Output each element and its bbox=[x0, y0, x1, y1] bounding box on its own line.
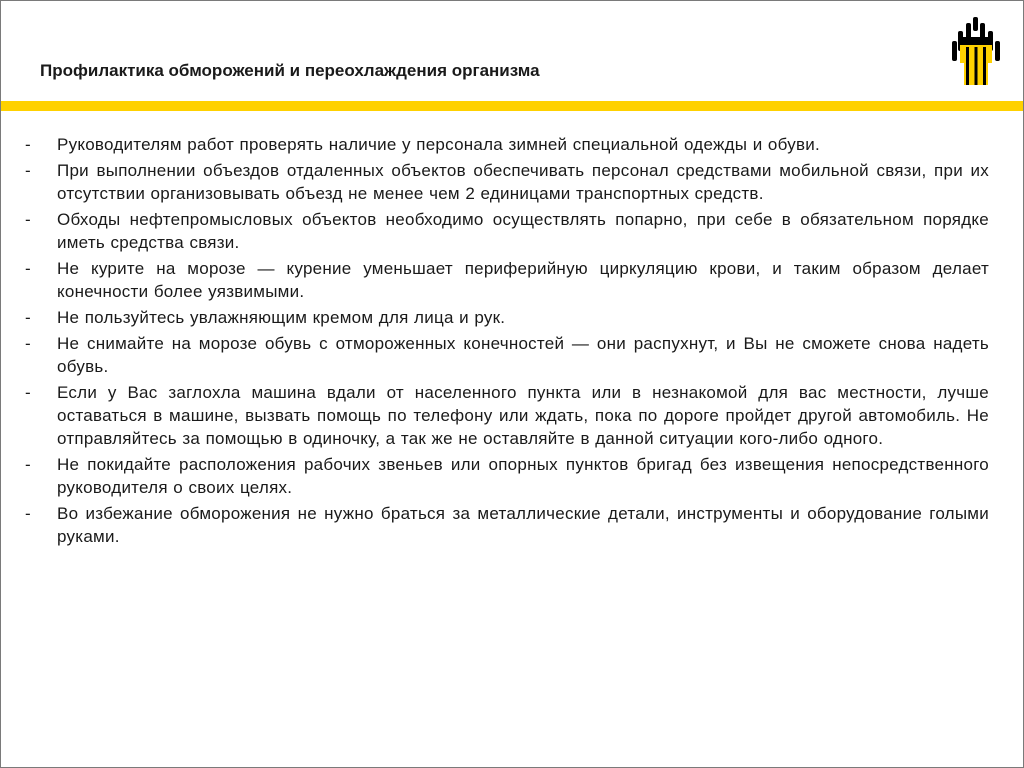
bullet-marker: - bbox=[25, 504, 31, 523]
bullet-marker: - bbox=[25, 135, 31, 154]
page-title: Профилактика обморожений и переохлаждения организма bbox=[40, 61, 540, 80]
bullet-text: Не пользуйтесь увлажняющим кремом для лица и рук. bbox=[57, 308, 506, 327]
bullet-list bbox=[25, 133, 989, 551]
bullet-text: Руководителям работ проверять наличие у персонала зимней специальной одежды и обуви. bbox=[57, 135, 820, 154]
company-logo-icon bbox=[952, 17, 1000, 87]
bullet-marker: - bbox=[25, 383, 31, 402]
list-item bbox=[25, 159, 989, 205]
bullet-marker: - bbox=[25, 334, 31, 353]
bullet-text: Если у Вас заглохла машина вдали от населенного пункта или в незнакомой для вас местности, лучше оставаться в машине, вызвать помощь по телефону или ждать, пока по дороге пройдет другой автомобиль. Не отправляйтесь за помощью в одиночку, а так же не оставляйте в данной ситуации кого-либо одного. bbox=[57, 383, 989, 448]
list-item bbox=[25, 502, 989, 548]
bullet-marker: - bbox=[25, 210, 31, 229]
bullet-text: Не снимайте на морозе обувь с отмороженных конечностей — они распухнут, и Вы не сможете снова надеть обувь. bbox=[57, 334, 989, 376]
list-item bbox=[25, 306, 989, 329]
bullet-text: Не курите на морозе — курение уменьшает периферийную циркуляцию крови, и таким образом делает конечности более уязвимыми. bbox=[57, 259, 989, 301]
bullet-marker: - bbox=[25, 455, 31, 474]
list-item bbox=[25, 257, 989, 303]
list-item bbox=[25, 332, 989, 378]
list-item bbox=[25, 208, 989, 254]
header-accent-bar bbox=[1, 101, 1023, 111]
bullet-marker: - bbox=[25, 161, 31, 180]
bullet-text: Во избежание обморожения не нужно браться за металлические детали, инструменты и оборудование голыми руками. bbox=[57, 504, 989, 546]
list-item bbox=[25, 133, 989, 156]
bullet-marker: - bbox=[25, 308, 31, 327]
bullet-marker: - bbox=[25, 259, 31, 278]
list-item bbox=[25, 381, 989, 450]
list-item bbox=[25, 453, 989, 499]
bullet-text: Обходы нефтепромысловых объектов необходимо осуществлять попарно, при себе в обязательном порядке иметь средства связи. bbox=[57, 210, 989, 252]
bullet-text: Не покидайте расположения рабочих звеньев или опорных пунктов бригад без извещения непосредственного руководителя о своих целях. bbox=[57, 455, 989, 497]
bullet-text: При выполнении объездов отдаленных объектов обеспечивать персонал средствами мобильной связи, при их отсутствии организовывать объезд не менее чем 2 единицами транспортных средств. bbox=[57, 161, 989, 203]
